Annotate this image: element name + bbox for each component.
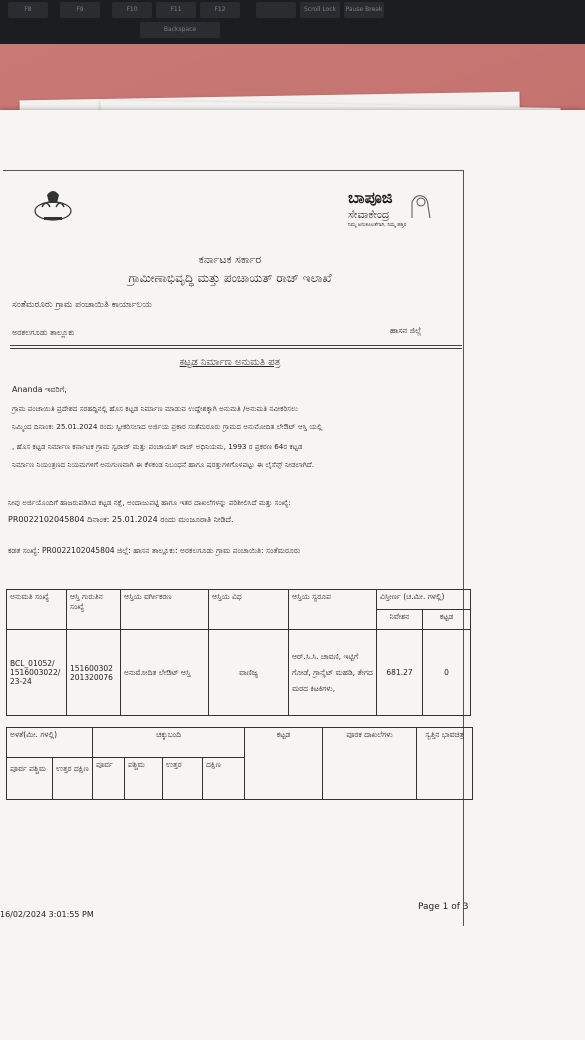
- header-property-photo: ಸ್ವತ್ತಿನ ಭಾವಚಿತ್ರ: [417, 728, 473, 800]
- key-scroll-lock: Scroll Lock: [300, 2, 340, 18]
- cell-property-id: 151600302 201320076: [67, 630, 121, 716]
- header-type: ಆಸ್ತಿಯ ವಿಧ: [209, 590, 289, 630]
- key-f10: F10: [112, 2, 152, 18]
- header-building: ಕಟ್ಟಡ: [245, 728, 323, 800]
- document-title: ಕಟ್ಟಡ ನಿರ್ಮಾಣ ಅನುಮತಿ ಪತ್ರ: [179, 357, 281, 368]
- header-supporting-docs: ಪೂರಕ ದಾಖಲೆಗಳು: [323, 728, 417, 800]
- cell-site-area: 681.27: [377, 630, 423, 716]
- bapuji-portrait-icon: [408, 190, 434, 220]
- header-site-area: ನಿವೇಶನ: [377, 610, 423, 630]
- header-north: ಉತ್ತರ: [163, 758, 203, 800]
- key-backspace: Backspace: [140, 22, 220, 38]
- salutation: Ananda ಇವರಿಗೆ,: [12, 385, 67, 394]
- header-divider: [10, 345, 462, 346]
- cell-type: ವಾಣಿಜ್ಯ: [209, 630, 289, 716]
- header-property-id: ಆಸ್ತಿ ಗುರುತಿನ ಸಂಖ್ಯೆ: [67, 590, 121, 630]
- district-name: ಹಾಸನ ಜಿಲ್ಲೆ: [390, 326, 422, 335]
- brand-name: ಬಾಪೂಜಿ: [348, 188, 393, 207]
- cell-building-area: 0: [423, 630, 471, 716]
- page-number: Page 1 of 3: [418, 902, 469, 912]
- print-timestamp: 16/02/2024 3:01:55 PM: [0, 910, 94, 919]
- key-blank: [256, 2, 296, 18]
- department-heading: ಗ್ರಾಮೀಣಾಭಿವೃದ್ಧಿ ಮತ್ತು ಪಂಚಾಯತ್ ರಾಜ್ ಇಲಾಖೆ: [128, 271, 332, 285]
- key-f9: F9: [60, 2, 100, 18]
- key-f12: F12: [200, 2, 240, 18]
- header-north-south: ಉತ್ತರ ದಕ್ಷಿಣ: [53, 758, 93, 800]
- header-building-area: ಕಟ್ಟಡ: [423, 610, 471, 630]
- cell-classification: ಅನುಮೋದಿತ ಲೇಔಟ್ ಆಸ್ತಿ: [121, 630, 209, 716]
- taluk-name: ಅರಕಲಗೂಡು ತಾಲ್ಲೂಕು: [12, 328, 75, 337]
- header-east: ಪೂರ್ವ: [93, 758, 125, 800]
- cell-permit-no: BCL_01052/ 1516003022/ 23-24: [7, 630, 67, 716]
- header-classification: ಆಸ್ತಿಯ ವರ್ಗೀಕರಣ: [121, 590, 209, 630]
- property-table: [6, 589, 471, 716]
- file-number-line: ಕಡತ ಸಂಖ್ಯೆ: PR0022102045804 ಜಿಲ್ಲೆ: ಹಾಸನ ತಾಲ್ಲೂಕು: ಅರಕಲಗೂಡು ಗ್ರಾಮ ಪಂಚಾಯಿತಿ: ಸಂತೆಮರೂರು: [8, 546, 301, 555]
- key-pause-break: Pause Break: [344, 2, 384, 18]
- key-f11: F11: [156, 2, 196, 18]
- header-boundaries: ಚಕ್ಕುಬಂದಿ: [93, 728, 245, 758]
- brand-subtitle: ಸೇವಾಕೇಂದ್ರ: [348, 208, 390, 221]
- brand-tagline: ನಿಮ್ಮ ಅನುಕೂಲತೆಗಾಗಿ, ನಿಮ್ಮ ಹತ್ತಿರ: [348, 222, 407, 228]
- header-permit-no: ಅನುಮತಿ ಸಂಖ್ಯೆ: [7, 590, 67, 630]
- header-east-west: ಪೂರ್ವ ಪಶ್ಚಿಮ: [7, 758, 53, 800]
- header-divider: [10, 348, 462, 349]
- govt-heading: ಕರ್ನಾಟಕ ಸರ್ಕಾರ: [198, 253, 262, 266]
- paragraph-line: PR0022102045804 ದಿನಾಂಕ: 25.01.2024 ರಂದು ಮಂಜೂರಾತಿ ನೀಡಿದೆ.: [8, 515, 234, 524]
- paragraph-line: ನಿರ್ಮಾಣ ನಿಯಂತ್ರಣದ ನಿಯಮಗಳಿಗೆ ಅನುಗುಣವಾಗಿ ಈ ಕೆಳಕಂಡ ನಿಬಂಧನೆ ಹಾಗೂ ಷರತ್ತುಗಳಿಗೊಳಪಟ್ಟು ಈ ಲೈಸೆನ್ಸ್ ನೀಡಲಾಗಿದೆ.: [12, 460, 315, 469]
- keyboard-background: [0, 0, 585, 44]
- karnataka-emblem-icon: [30, 185, 76, 225]
- boundary-table: [6, 727, 473, 800]
- office-name: ಸಂತೆಮರೂರು ಗ್ರಾಮ ಪಂಚಾಯಿತಿ ಕಾರ್ಯಾಲಯ: [12, 300, 152, 310]
- header-area: ವಿಸ್ತೀರ್ಣ (ಚ.ಮೀ. ಗಳಲ್ಲಿ): [377, 590, 471, 610]
- paragraph-line: , ಹೊಸ ಕಟ್ಟಡ ನಿರ್ಮಾಣ ಕರ್ನಾಟಕ ಗ್ರಾಮ ಸ್ವರಾಜ್ ಮತ್ತು ಪಂಚಾಯತ್ ರಾಜ್ ಅಧಿನಿಯಮ, 1993 ರ ಪ್ರಕರಣ 64ರ ಕಟ್ಟಡ: [12, 442, 303, 451]
- header-nature: ಆಸ್ತಿಯ ಸ್ವರೂಪ: [289, 590, 377, 630]
- header-measurement: ಅಳತೆ(ಮೀ. ಗಳಲ್ಲಿ): [7, 728, 93, 758]
- cell-nature: ಆರ್.ಸಿ.ಸಿ. ಚಾವಣಿ, ಇಟ್ಟಿಗೆ ಗೋಡೆ, ಗ್ರಾನೈಟ್ ಮಹಡಿ, ತೇಗದ ಮರದ ಕಿಟಕಿಗಳು,: [289, 630, 377, 716]
- key-f8: F8: [8, 2, 48, 18]
- header-south: ದಕ್ಷಿಣ: [203, 758, 245, 800]
- paragraph-line: ನಿಮ್ಮಿಂದ ದಿನಾಂಕ: 25.01.2024 ರಂದು ಸ್ವೀಕರಿಸಲಾದ ಅರ್ಜಿಯ ಪ್ರಕಾರ ಸಂತೆಮರೂರು ಗ್ರಾಮದ ಅನುಮೋದಿತ ಲೇಔಟ್ ಆಸ್ತಿ ಯಲ್ಲಿ: [12, 422, 323, 431]
- header-west: ಪಶ್ಚಿಮ: [125, 758, 163, 800]
- paragraph-line: ನೀವು ಅರ್ಜಿಯೊಂದಿಗೆ ಹಾಜರುಪಡಿಸಿದ ಕಟ್ಟಡ ನಕ್ಷೆ, ಅಂದಾಜುಪಟ್ಟಿ ಹಾಗೂ ಇತರ ದಾಖಲೆಗಳನ್ನು ಪರಿಶೀಲಿಸಿದೆ ಮತ್ತು ಸಂಖ್ಯೆ:: [8, 498, 291, 507]
- paragraph-line: ಗ್ರಾಮ ಪಂಚಾಯಿತಿ ಪ್ರದೇಶದ ಸರಹದ್ದಿನಲ್ಲಿ ಹೊಸ ಕಟ್ಟಡ ನಿರ್ಮಾಣ ಮಾಡುವ ಉದ್ದೇಶಕ್ಕಾಗಿ ಅನುಮತಿ /ಅನುಮತಿ ನವೀಕರಿಸಲು: [12, 404, 298, 413]
